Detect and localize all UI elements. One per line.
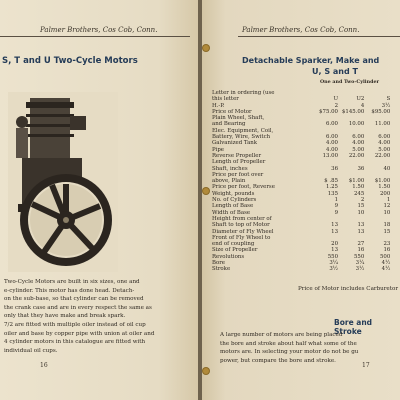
spec-value: 9 [334, 209, 338, 216]
spec-label: Galvanized Tank [212, 140, 258, 147]
spec-value: 3¼ [355, 260, 365, 267]
left-page-number: 16 [40, 362, 48, 369]
spec-value: 550 [327, 253, 338, 260]
spec-value: 2 [334, 102, 338, 109]
spec-value: 6.00 [352, 134, 365, 141]
spec-label: Length of Base [212, 203, 254, 210]
spec-value: 23 [383, 241, 391, 248]
spec-value: 135 [327, 190, 338, 197]
spec-value: 16 [357, 247, 365, 254]
spec-label: H.-P. [212, 102, 225, 109]
spec-value: 12 [383, 203, 391, 210]
spec-value: 9 [334, 203, 338, 210]
spec-value: 3½ [329, 266, 338, 273]
spec-value: $1.00 [374, 178, 391, 185]
paragraph-line: oiler and base by copper pipe with union at oiler and [4, 330, 155, 337]
right-header-rule [238, 36, 400, 37]
spec-label: Diameter of Fly Wheel [212, 228, 274, 235]
spec-value: 27 [357, 241, 365, 248]
spec-value: 5.00 [378, 146, 391, 153]
right-page-header: Palmer Brothers, Cos Cob, Conn. [242, 26, 360, 34]
spec-label: above, Plain [212, 178, 246, 185]
punch-hole-icon [203, 368, 209, 374]
spec-value: 36 [331, 165, 338, 172]
right-page-title-line1: Detachable Sparker, Make and [242, 56, 380, 65]
spec-value: 22.00 [374, 152, 391, 159]
spec-label: Reverse Propeller [212, 152, 262, 159]
spec-value: 4.00 [325, 146, 338, 153]
spec-value: 4.00 [378, 140, 391, 147]
paragraph-line: the crank case and are in every respect the same as [4, 304, 152, 311]
spec-value: 1 [334, 197, 338, 204]
spec-label: Front of Fly Wheel to [212, 234, 271, 241]
spec-label: Letter in ordering (use [212, 90, 275, 96]
left-page-title: S, T and U Two-Cycle Motors [2, 56, 138, 66]
spec-value: 6.00 [325, 134, 338, 141]
spec-label: Weight, pounds [212, 190, 255, 197]
engine-illustration [8, 92, 118, 272]
section-title: Bore and Stroke [334, 318, 373, 336]
paragraph-line: individual oil cups. [4, 347, 58, 354]
spec-value: 13 [331, 222, 338, 229]
spec-value: 40 [383, 165, 391, 172]
spec-value: 3½ [381, 102, 391, 109]
spec-value: 500 [380, 253, 391, 260]
spec-value: S [386, 96, 391, 103]
paragraph-line: Two-Cycle Motors are built in six sizes, one and [4, 279, 140, 285]
spec-label: Width of Base [212, 209, 251, 216]
left-page-paragraph [4, 278, 154, 355]
spec-value: 10.00 [348, 121, 365, 128]
section-paragraph [220, 331, 358, 365]
paragraph-line: motors are. In selecting your motor do not be gu [220, 349, 359, 356]
spec-label: Price of Motor [212, 108, 252, 115]
spec-label: Shaft, inches [212, 165, 248, 172]
paragraph-line: power, but compare the bore and stroke. [220, 357, 336, 364]
spec-value: 13 [331, 228, 338, 235]
spec-value: 18 [383, 222, 391, 229]
spec-value: 4.00 [325, 140, 338, 147]
paragraph-line: 4 cylinder motors in this catalogue are fitted with [4, 339, 146, 346]
spec-value: 15 [383, 228, 391, 235]
spec-value: 15 [357, 203, 365, 210]
spec-value: U [333, 96, 338, 103]
spec-label: this letter [212, 96, 239, 103]
spec-value: 13.00 [322, 152, 338, 159]
spec-value: 3¼ [329, 260, 338, 267]
paragraph-line: on the sub-base, so that cylinder can be removed [4, 296, 144, 303]
spec-value: 5.00 [352, 146, 365, 153]
left-header-rule [0, 36, 190, 37]
spec-value: U2 [356, 96, 365, 103]
left-page-header: Palmer Brothers, Cos Cob, Conn. [40, 26, 158, 34]
spec-value: 10 [383, 209, 391, 216]
spec-value: 20 [331, 241, 338, 248]
spec-label: Stroke [212, 266, 231, 273]
spec-value: $75.00 [319, 108, 338, 115]
spec-table [210, 90, 392, 273]
spec-label: Price per foot over [212, 171, 264, 178]
paragraph-line: e-cylinder. This motor has done head. Detach- [4, 287, 135, 294]
spec-value: 13 [331, 247, 338, 254]
spec-value: 4 [360, 102, 365, 109]
spec-label: Height from center of [212, 215, 272, 222]
punch-hole-icon [203, 188, 209, 194]
spec-label: Price per foot, Reverse [212, 184, 275, 191]
spec-value: 4½ [381, 260, 391, 267]
spec-value: $1.00 [348, 178, 365, 185]
spec-label: Size of Propeller [212, 247, 258, 254]
paragraph-line: the bore and stroke about half what some of the [220, 340, 357, 347]
spec-row [210, 266, 392, 272]
price-note: Price of Motor includes Carburetor [298, 286, 399, 292]
right-page-subtitle: One and Two-Cylinder [320, 79, 380, 85]
spec-value: 2 [360, 197, 365, 204]
spec-label: Elec. Equipment, Coil, [212, 127, 274, 134]
spec-value: 16 [383, 247, 391, 254]
spec-value: 1 [386, 197, 391, 204]
spec-label: and Bearing [212, 121, 246, 128]
paragraph-line: A large number of motors are being placed [220, 332, 343, 338]
spec-value: 13 [357, 228, 365, 235]
spec-value: 10 [357, 209, 365, 216]
spec-value: $ .85 [324, 178, 338, 185]
spec-value: 550 [354, 253, 365, 260]
spec-value: 200 [380, 190, 391, 197]
spec-value: 6.00 [378, 134, 391, 141]
spec-value: 13 [357, 222, 365, 229]
spec-value: $95.00 [371, 108, 391, 115]
spec-value: 4.00 [352, 140, 365, 147]
spec-label: Length of Propeller [212, 159, 266, 166]
spec-value: 11.00 [374, 121, 391, 128]
spec-label: end of coupling [212, 241, 255, 248]
punch-hole-icon [203, 45, 209, 51]
spec-label: Pipe [212, 146, 224, 153]
spec-label: Shaft to top of Motor [212, 222, 270, 229]
spec-value: 1.25 [325, 184, 338, 191]
spec-label: Battery, Wire, Switch [212, 134, 271, 141]
spec-label: Plain Wheel, Shaft, [212, 115, 265, 122]
spec-value: 245 [354, 190, 365, 197]
spec-value: 6.00 [325, 121, 338, 128]
spec-value: 4½ [381, 266, 391, 273]
right-page [202, 0, 400, 400]
spec-value: 1.50 [352, 184, 365, 191]
paragraph-line: only that they have make and break spark. [4, 313, 126, 320]
spec-value: 36 [357, 165, 365, 172]
spec-label: Revolutions [212, 253, 245, 260]
left-page [0, 0, 198, 400]
spec-label: Bore [212, 260, 225, 267]
spec-value: 1.50 [378, 184, 391, 191]
spec-value: 3½ [355, 266, 365, 273]
right-page-number: 17 [362, 362, 370, 369]
right-page-title-line2: U, S and T [312, 67, 358, 76]
spec-value: $145.00 [342, 108, 365, 115]
paragraph-line: 7/2 are fitted with multiple oiler instead of oil cup [4, 321, 146, 328]
spec-label: No. of Cylinders [212, 197, 257, 204]
spec-value: 22.00 [348, 152, 365, 159]
